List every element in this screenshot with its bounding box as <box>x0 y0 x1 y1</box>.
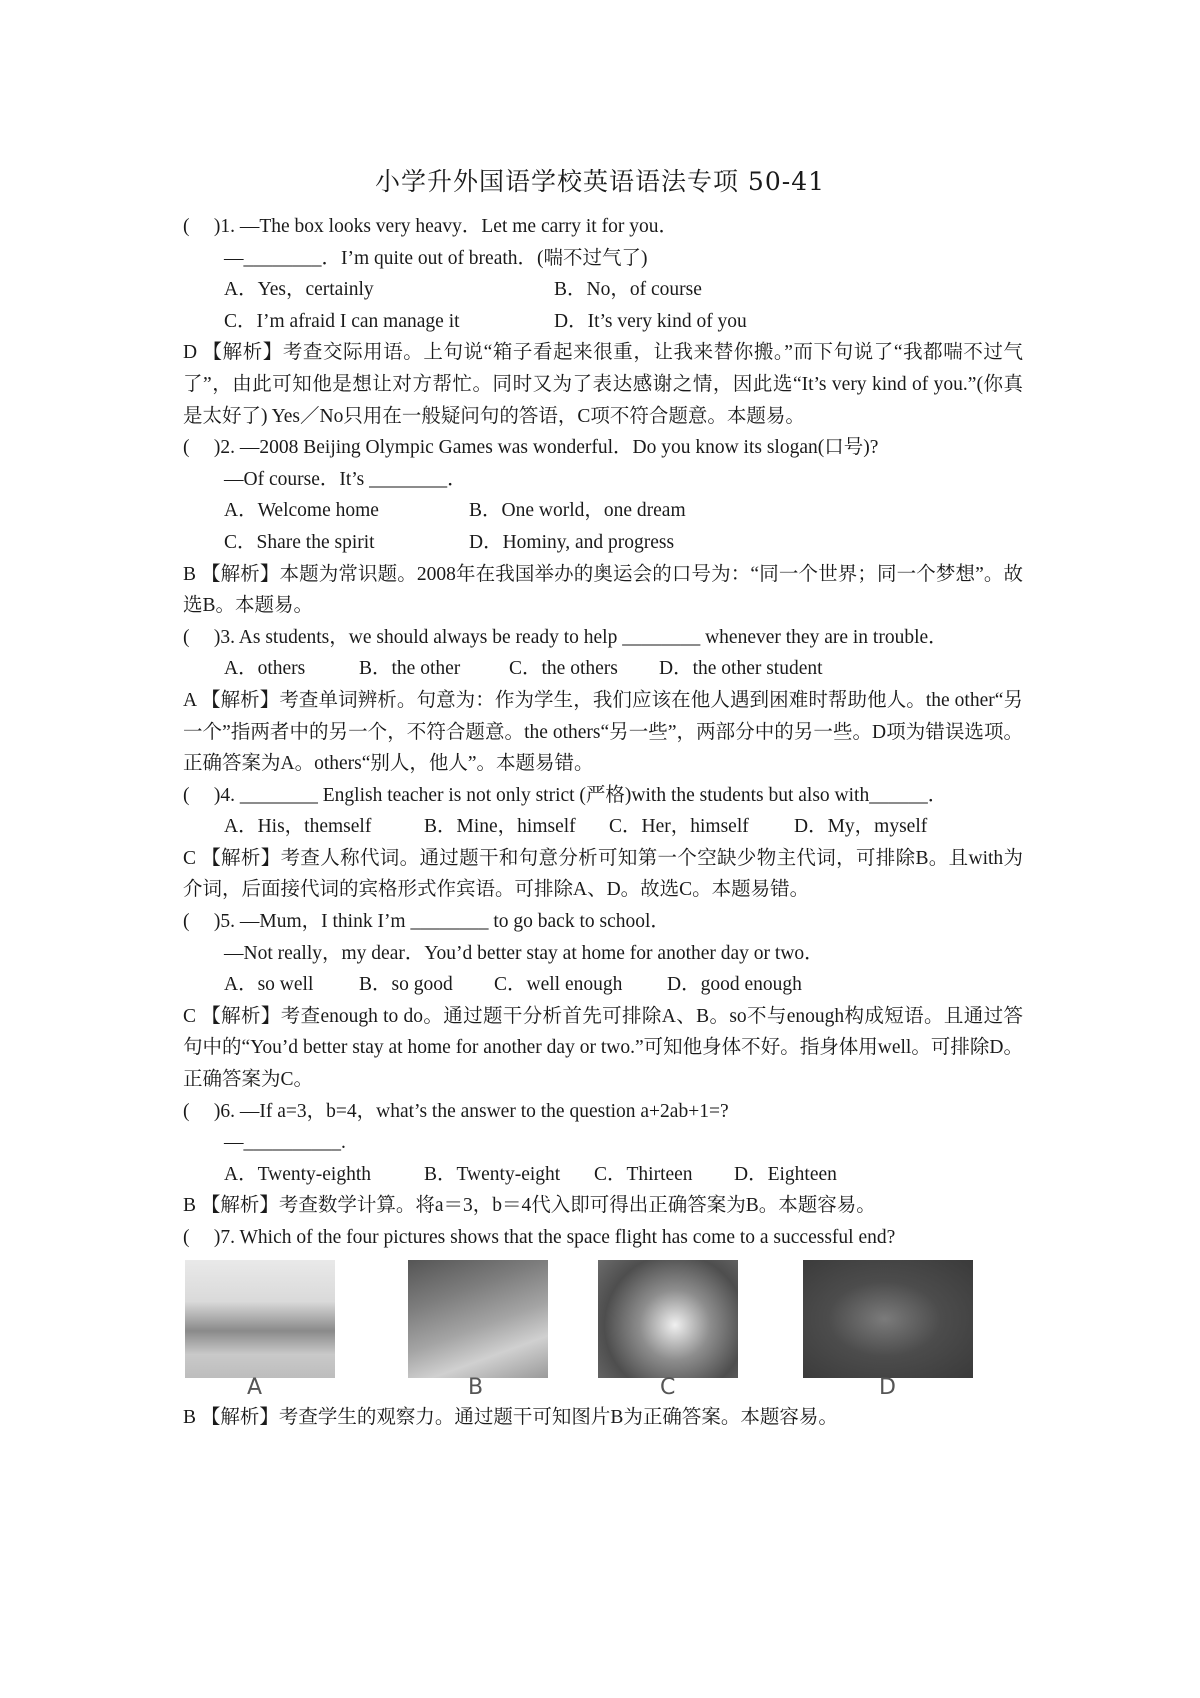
question-list <box>183 211 1023 1433</box>
question-4-answer: C 【解析】考查人称代词。通过题干和句意分析可知第一个空缺少物主代词，可排除B。且with为介词，后面接代词的宾格形式作宾语。可排除A、D。故选C。本题易错。 <box>183 847 1023 901</box>
picture-label-b: B <box>468 1374 484 1400</box>
option-c: C．the others <box>509 658 618 680</box>
capsule-landing-image <box>408 1260 548 1378</box>
option-a: A．Welcome home <box>224 500 379 522</box>
option-d: D．good enough <box>667 974 802 996</box>
question-2-options-row-2 <box>183 527 1023 559</box>
question-2-stem: ( )2. —2008 Beijing Olympic Games was wonderful．Do you know its slogan(口号)? <box>183 437 879 459</box>
option-c: C．Her，himself <box>609 816 749 838</box>
option-b: B．One world，one dream <box>469 500 686 522</box>
question-1-stem: ( )1. —The box looks very heavy．Let me carry it for you． <box>183 216 678 237</box>
option-a: A．His，themself <box>224 816 372 838</box>
question-3-stem: ( )3. As students，we should always be ready to help ________ whenever they are in trouble． <box>183 626 948 648</box>
question-1-options-row-2 <box>183 306 1023 338</box>
question-7-pictures <box>183 1260 1023 1398</box>
option-d: D．Eighteen <box>734 1163 837 1185</box>
option-b: B．so good <box>359 974 453 996</box>
question-5-answer: C 【解析】考查enough to do。通过题干分析首先可排除A、B。so不与enough构成短语。且通过答句中的“You’d better stay at home for another day or two.”可知他身体不好。指身体用well。可排除D。正确答案为C。 <box>183 1005 1023 1091</box>
option-c: C．I’m afraid I can manage it <box>224 310 460 332</box>
question-2-reply: —Of course．It’s ________． <box>224 468 467 490</box>
question-3-options <box>183 653 1023 685</box>
question-7-answer: B 【解析】考查学生的观察力。通过题干可知图片B为正确答案。本题容易。 <box>183 1406 838 1428</box>
question-6-reply: —__________. <box>224 1132 346 1154</box>
question-1-reply: —________．I’m quite out of breath．(喘不过气了) <box>224 247 648 269</box>
rocket-launch-image <box>185 1260 335 1378</box>
option-d: D．the other student <box>659 658 823 680</box>
question-6-stem: ( )6. —If a=3，b=4，what’s the answer to the question a+2ab+1=? <box>183 1100 729 1122</box>
question-7-stem: ( )7. Which of the four pictures shows that the space flight has come to a successful end? <box>183 1227 896 1248</box>
option-c: C．Share the spirit <box>224 531 375 553</box>
astronaut-in-orbit-image <box>598 1260 738 1378</box>
option-a: A．so well <box>224 974 314 996</box>
question-6-options <box>183 1159 1023 1191</box>
option-b: B．Mine，himself <box>424 816 576 838</box>
question-3-answer: A 【解析】考查单词辨析。句意为：作为学生，我们应该在他人遇到困难时帮助他人。the other“另一个”指两者中的另一个，不符合题意。the others“另一些”，两部分中的另一些。D项为错误选项。正确答案为A。others“别人，他人”。本题易错。 <box>183 689 1023 775</box>
question-4-options <box>183 811 1023 843</box>
question-1-answer: D 【解析】考查交际用语。上句说“箱子看起来很重，让我来替你搬。”而下句说了“我都喘不过气了”，由此可知他是想让对方帮忙。同时又为了表达感谢之情，因此选“It’s very kind of you.”(你真是太好了) Yes／No只用在一般疑问句的答语，C项不符合题意。本题易。 <box>183 342 1023 427</box>
picture-label-d: D <box>879 1374 896 1400</box>
picture-a <box>185 1260 335 1400</box>
option-b: B．Twenty-eight <box>424 1163 561 1185</box>
option-a: A．Twenty-eighth <box>224 1163 372 1185</box>
question-2-answer: B 【解析】本题为常识题。2008年在我国举办的奥运会的口号为：“同一个世界；同一个梦想”。故选B。本题易。 <box>183 563 1023 617</box>
option-a: A．Yes，certainly <box>224 279 374 301</box>
question-1-options-row-1 <box>183 274 1023 306</box>
dark-sky-image <box>803 1260 973 1378</box>
question-5-stem: ( )5. —Mum，I think I’m ________ to go back to school． <box>183 911 670 933</box>
question-5-reply: —Not really，my dear．You’d better stay at home for another day or two． <box>224 942 824 964</box>
option-c: C．Thirteen <box>594 1163 693 1185</box>
picture-label-a: A <box>247 1374 263 1400</box>
question-5-options <box>183 969 1023 1001</box>
option-b: B．No，of course <box>554 279 702 301</box>
picture-b <box>408 1260 548 1400</box>
option-d: D．It’s very kind of you <box>554 310 747 332</box>
picture-d <box>803 1260 973 1400</box>
option-b: B．the other <box>359 658 461 680</box>
question-2-options-row-1 <box>183 495 1023 527</box>
picture-c <box>598 1260 738 1400</box>
page-title: 小学升外国语学校英语语法专项 50-41 <box>374 167 826 196</box>
question-6-answer: B 【解析】考查数学计算。将a＝3，b＝4代入即可得出正确答案为B。本题容易。 <box>183 1195 876 1217</box>
picture-label-c: C <box>660 1374 676 1400</box>
question-4-stem: ( )4. ________ English teacher is not only strict (严格)with the students but also with______． <box>183 784 948 806</box>
option-c: C．well enough <box>494 974 623 996</box>
option-a: A．others <box>224 658 306 680</box>
option-d: D．My，myself <box>794 816 928 838</box>
option-d: D．Hominy, and progress <box>469 531 675 553</box>
